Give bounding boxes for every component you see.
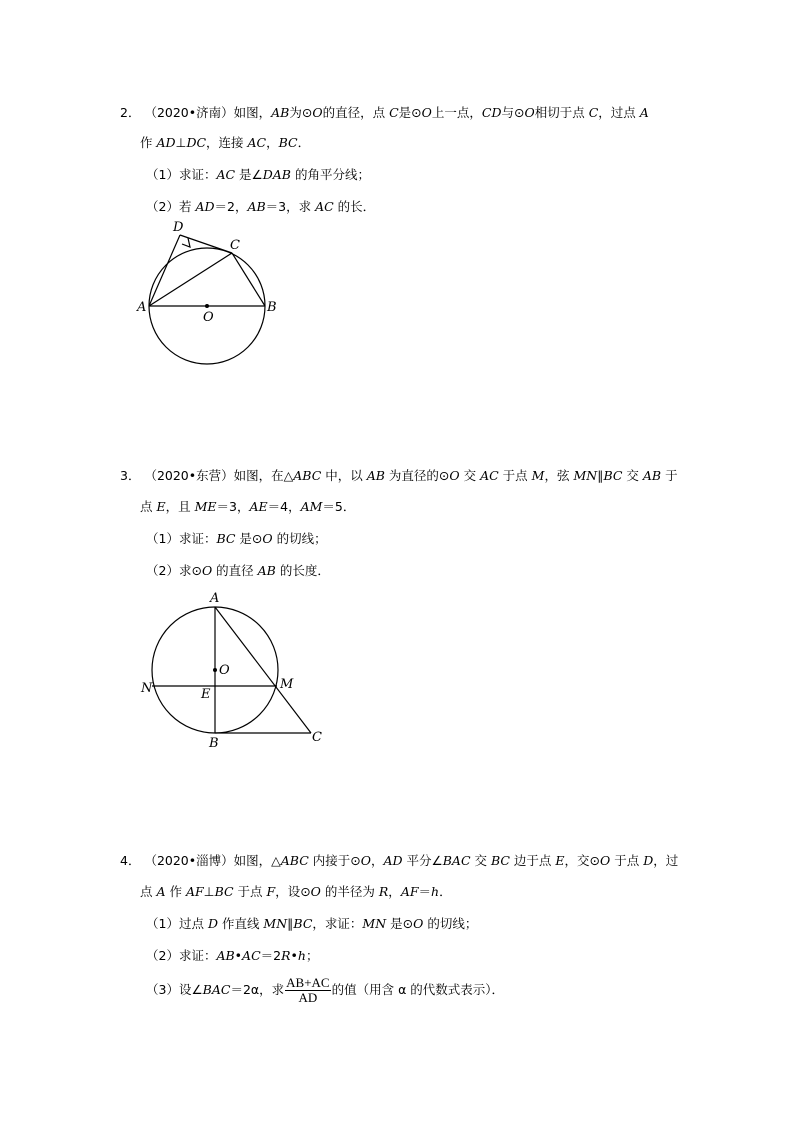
- text-run: ，交⊙: [564, 853, 601, 868]
- problem-4-part-3: [146, 975, 504, 1005]
- math-symbol: AD: [156, 135, 176, 150]
- math-symbol: E: [156, 499, 166, 514]
- text-run: （2）求⊙: [146, 563, 202, 578]
- text-run: 的直径，点: [322, 105, 390, 120]
- text-run: ，求证：: [312, 916, 363, 931]
- math-symbol: ABC: [293, 468, 322, 483]
- text-run: 的直径: [212, 563, 258, 578]
- math-symbol: CD: [481, 105, 502, 120]
- math-symbol: AC: [480, 468, 499, 483]
- problem-4-part-1: [146, 915, 477, 933]
- text-run: 作: [140, 135, 157, 150]
- math-symbol: h: [431, 884, 440, 899]
- text-run: ＝2，: [214, 199, 248, 214]
- text-run: （2）若: [146, 199, 196, 214]
- text-run: ＝5．: [322, 499, 356, 514]
- math-symbol: BC: [278, 135, 298, 150]
- math-symbol: BC: [603, 468, 623, 483]
- problem-source: （2020•淄博）: [144, 853, 234, 868]
- math-symbol: AC: [247, 135, 267, 150]
- text-run: ＝4，: [267, 499, 301, 514]
- text-run: ＝3，求: [265, 199, 316, 214]
- math-symbol: C: [588, 105, 599, 120]
- text-run: ，过点: [598, 105, 640, 120]
- math-symbol: BAC: [442, 853, 471, 868]
- math-symbol: AD: [383, 853, 403, 868]
- text-run: ＝2: [260, 948, 282, 963]
- text-run: 交: [459, 468, 481, 483]
- text-run: （1）过点: [146, 916, 208, 931]
- text-run: ＝: [418, 884, 432, 899]
- math-symbol: O: [413, 916, 424, 931]
- problem-number: 4．: [120, 853, 141, 868]
- text-run: ＝3，: [216, 499, 250, 514]
- math-symbol: ME: [194, 499, 217, 514]
- text-run: 内接于⊙: [308, 853, 361, 868]
- label-a: A: [137, 300, 147, 315]
- math-symbol: BC: [490, 853, 510, 868]
- text-run: ．: [439, 884, 452, 899]
- math-symbol: MN: [362, 916, 387, 931]
- label-e: E: [201, 687, 211, 702]
- text-run: ，设⊙: [275, 884, 311, 899]
- text-run: 于点: [498, 468, 532, 483]
- problem-4-part-2: [146, 947, 318, 965]
- label-n: N: [141, 681, 153, 696]
- text-run: 为⊙: [289, 105, 313, 120]
- math-symbol: AB: [257, 563, 276, 578]
- problem-text: [234, 853, 679, 868]
- text-run: ．: [297, 135, 311, 150]
- math-symbol: R: [378, 884, 389, 899]
- math-symbol: O: [360, 853, 371, 868]
- math-symbol: DC: [186, 135, 207, 150]
- text-run: ，: [370, 853, 384, 868]
- text-run: •: [290, 948, 298, 963]
- math-symbol: BC: [293, 916, 313, 931]
- text-run: •: [234, 948, 243, 963]
- label-m: M: [280, 677, 294, 692]
- math-symbol: O: [312, 105, 323, 120]
- text-run: ＝2α，求: [230, 982, 285, 997]
- math-symbol: BAC: [202, 982, 231, 997]
- math-symbol: AM: [300, 499, 323, 514]
- center-dot: [213, 668, 217, 672]
- text-run: 如图，在△: [233, 468, 294, 483]
- text-run: ；: [305, 948, 319, 963]
- label-o: O: [219, 663, 230, 678]
- problem-source: （2020•济南）: [144, 105, 234, 120]
- text-run: ∥: [287, 916, 294, 931]
- text-run: （3）设∠: [146, 982, 203, 997]
- text-run: 作: [165, 884, 186, 899]
- math-symbol: D: [643, 853, 654, 868]
- text-run: 相切于点: [534, 105, 589, 120]
- text-run: （1）求证：: [146, 531, 217, 546]
- text-run: 的角平分线；: [290, 167, 370, 182]
- text-run: 中，以: [321, 468, 367, 483]
- label-o: O: [203, 310, 214, 325]
- text-run: 是⊙: [235, 531, 263, 546]
- math-symbol: AB: [366, 468, 385, 483]
- fraction-denominator: AD: [298, 990, 318, 1005]
- math-symbol: AE: [249, 499, 268, 514]
- text-run: 的半径为: [320, 884, 379, 899]
- text-run: 交: [622, 468, 643, 483]
- text-run: 于: [661, 468, 678, 483]
- math-symbol: AC: [216, 167, 236, 182]
- text-run: 如图，: [233, 105, 272, 120]
- text-run: ⊥: [203, 884, 215, 899]
- math-symbol: O: [310, 884, 321, 899]
- label-d: D: [173, 220, 184, 235]
- label-c: C: [230, 238, 240, 253]
- math-symbol: A: [156, 884, 166, 899]
- math-symbol: AB: [271, 105, 290, 120]
- text-run: 交: [470, 853, 491, 868]
- problem-4-line-2: [140, 883, 452, 901]
- problem-4-line-1: [120, 852, 678, 870]
- fraction-numerator: AB+AC: [286, 975, 330, 990]
- text-run: 的长．: [333, 199, 376, 214]
- text-run: 于点: [610, 853, 644, 868]
- fraction: [285, 976, 330, 1005]
- text-run: ，: [388, 884, 401, 899]
- math-symbol: MN: [263, 916, 288, 931]
- text-run: （2）求证：: [146, 948, 217, 963]
- math-symbol: M: [531, 468, 545, 483]
- text-run: ，: [266, 135, 279, 150]
- math-symbol: A: [639, 105, 649, 120]
- math-symbol: O: [262, 531, 273, 546]
- text-run: 于点: [233, 884, 267, 899]
- math-symbol: C: [389, 105, 399, 120]
- text-run: ∥: [597, 468, 604, 483]
- problem-source: （2020•东营）: [144, 468, 234, 483]
- math-symbol: MN: [573, 468, 598, 483]
- math-symbol: O: [201, 563, 213, 578]
- math-symbol: DAB: [262, 167, 291, 182]
- text-run: ⊥: [175, 135, 187, 150]
- math-symbol: BC: [214, 884, 234, 899]
- math-symbol: AB: [247, 199, 266, 214]
- math-symbol: AB: [216, 948, 235, 963]
- math-symbol: AF: [400, 884, 419, 899]
- text-run: 是∠: [235, 167, 263, 182]
- text-run: 的切线；: [272, 531, 327, 546]
- math-symbol: O: [421, 105, 432, 120]
- text-run: 的长度．: [275, 563, 330, 578]
- math-symbol: D: [207, 916, 218, 931]
- label-a: A: [210, 591, 220, 606]
- text-run: 的切线；: [423, 916, 478, 931]
- text-run: 是⊙: [398, 105, 422, 120]
- label-b: B: [267, 300, 277, 315]
- math-symbol: O: [524, 105, 535, 120]
- math-symbol: AD: [195, 199, 215, 214]
- math-symbol: AB: [642, 468, 662, 483]
- text-run: 为直径的⊙: [384, 468, 450, 483]
- text-run: ，连接: [206, 135, 248, 150]
- text-run: 与⊙: [501, 105, 525, 120]
- math-symbol: AF: [185, 884, 204, 899]
- text-run: ，且: [165, 499, 195, 514]
- math-symbol: h: [297, 948, 306, 963]
- text-run: 点: [140, 499, 157, 514]
- text-run: 平分∠: [402, 853, 443, 868]
- label-c: C: [312, 730, 322, 745]
- math-symbol: F: [266, 884, 276, 899]
- text-run: 点: [140, 884, 157, 899]
- text-run: （1）求证：: [146, 167, 217, 182]
- text-run: ，弦: [544, 468, 574, 483]
- text-run: 是⊙: [386, 916, 414, 931]
- math-symbol: E: [555, 853, 565, 868]
- text-run: 作直线: [217, 916, 264, 931]
- math-symbol: ABC: [280, 853, 309, 868]
- math-symbol: O: [600, 853, 611, 868]
- problem-number: 3．: [120, 468, 141, 483]
- label-b: B: [209, 736, 219, 751]
- problem-number: 2．: [120, 105, 141, 120]
- text-run: 上一点，: [431, 105, 482, 120]
- text-run: 边于点: [509, 853, 556, 868]
- math-symbol: R: [281, 948, 291, 963]
- math-symbol: O: [449, 468, 460, 483]
- math-symbol: BC: [216, 531, 236, 546]
- text-run: 的值（用含 α 的代数式表示）．: [331, 982, 505, 997]
- math-symbol: AC: [242, 948, 261, 963]
- text-run: 如图，△: [233, 853, 281, 868]
- text-run: ，过: [653, 853, 679, 868]
- math-symbol: AC: [315, 199, 334, 214]
